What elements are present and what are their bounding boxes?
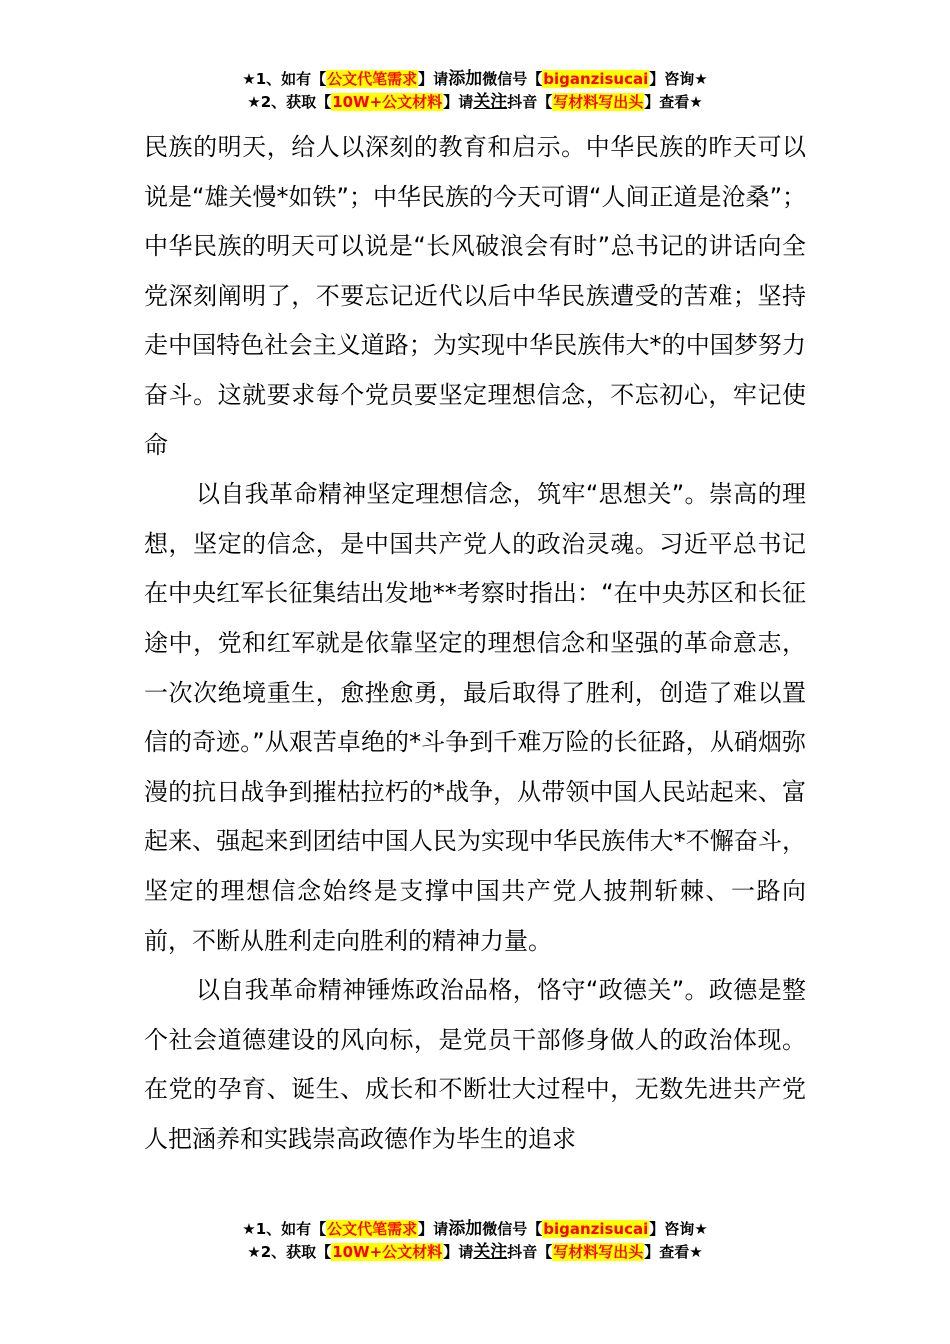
banner-text: 】请	[443, 1243, 474, 1261]
paragraph-ideals: 以自我革命精神坚定理想信念，筑牢“思想关”。崇高的理想，坚定的信念，是中国共产党人的政治灵魂。习近平总书记在中央红军长征集结出发地**考察时指出：“在中央苏区和长征途中，党和红军就是依靠坚定的理想信念和坚强的革命意志，一次次绝境重生，愈挫愈勇，最后取得了胜利，创造了难以置信的奇迹。”从艰苦卓绝的*斗争到千难万险的长征路，从硝烟弥漫的抗日战争到摧枯拉朽的*战争，从带领中国人民站起来、富起来、强起来到团结中国人民为实现中华民族伟大*不懈奋斗，坚定的理想信念始终是支撑中国共产党人披荆斩棘、一路向前，不断从胜利走向胜利的精神力量。	[144, 480, 806, 955]
highlight-materials: 10W+公文材料	[332, 93, 443, 111]
highlight-service: 公文代笔需求	[327, 70, 418, 88]
banner-text: 】请	[418, 70, 449, 88]
banner-text: 微信号【	[482, 70, 543, 88]
highlight-materials: 10W+公文材料	[332, 1243, 443, 1261]
paragraph-continued: 民族的明天，给人以深刻的教育和启示。中华民族的昨天可以说是“雄关慢*如铁”；中华民族的今天可谓“人间正道是沧桑”；中华民族的明天可以说是“长风破浪会有时”总书记的讲话向全党深刻阐明了，不要忘记近代以后中华民族遭受的苦难；坚持走中国特色社会主义道路；为实现中华民族伟大*的中国梦努力奋斗。这就要求每个党员要坚定理想信念，不忘初心，牢记使命	[144, 133, 806, 459]
highlight-wechat-id: biganzisucai	[543, 1220, 649, 1238]
emphasis-text: 关注	[473, 92, 508, 112]
emphasis-text: 添加	[448, 1219, 483, 1239]
banner-line-1	[0, 1218, 950, 1241]
banner-text: ★1、如有【	[242, 70, 327, 88]
banner-text: 抖音【	[507, 93, 553, 111]
highlight-douyin-account: 写材料写出头	[553, 1243, 644, 1261]
banner-line-2	[0, 91, 950, 114]
banner-text: 】查看★	[644, 1243, 703, 1261]
banner-text: 微信号【	[482, 1220, 543, 1238]
banner-text: ★2、获取【	[247, 1243, 332, 1261]
highlight-wechat-id: biganzisucai	[543, 70, 649, 88]
footer-banner	[0, 1218, 950, 1264]
document-body	[144, 123, 806, 1164]
banner-line-1	[0, 68, 950, 91]
highlight-douyin-account: 写材料写出头	[553, 93, 644, 111]
highlight-service: 公文代笔需求	[327, 1220, 418, 1238]
banner-text: ★2、获取【	[247, 93, 332, 111]
banner-text: 】咨询★	[649, 70, 708, 88]
banner-text: 】请	[418, 1220, 449, 1238]
banner-text: 抖音【	[507, 1243, 553, 1261]
banner-text: 】查看★	[644, 93, 703, 111]
banner-text: ★1、如有【	[242, 1220, 327, 1238]
emphasis-text: 关注	[473, 1242, 508, 1262]
banner-text: 】请	[443, 93, 474, 111]
banner-line-2	[0, 1241, 950, 1264]
header-banner	[0, 68, 950, 114]
banner-text: 】咨询★	[649, 1220, 708, 1238]
paragraph-political-ethics: 以自我革命精神锤炼政治品格，恪守“政德关”。政德是整个社会道德建设的风向标，是党员干部修身做人的政治体现。在党的孕育、诞生、成长和不断壮大过程中，无数先进共产党人把涵养和实践崇高政德作为毕生的追求	[144, 976, 806, 1153]
emphasis-text: 添加	[448, 69, 483, 89]
